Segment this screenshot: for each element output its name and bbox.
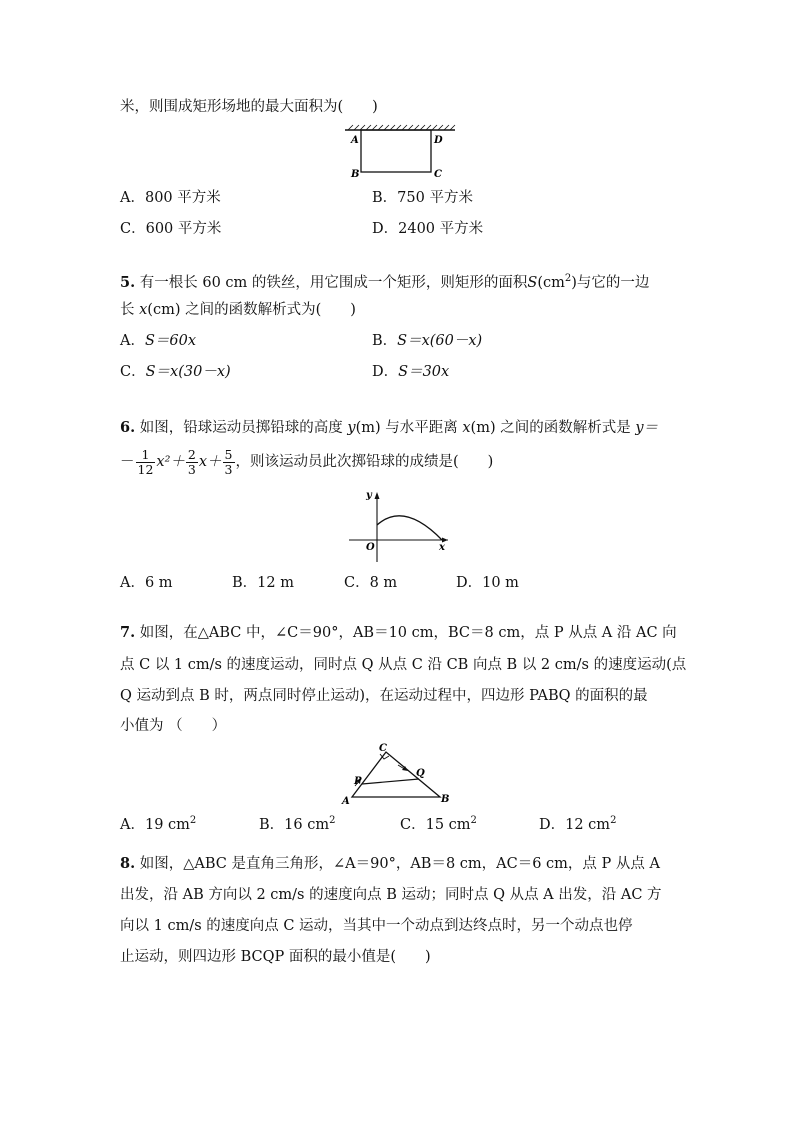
q7-option-c[interactable]: C．15 $cm^2$	[400, 815, 477, 833]
q7-option-b[interactable]: B．16 $cm^2$	[259, 815, 336, 833]
q4-stem-line: 米，则围成矩形场地的最大面积为( )	[120, 99, 378, 115]
q4-option-c[interactable]: C．600 平方米	[120, 221, 222, 237]
q6-option-c[interactable]: C．8 m	[344, 575, 398, 591]
label-D: D	[434, 135, 443, 146]
q8-stem-line-2: 出发，沿 AB 方向以 2 cm/s 的速度向点 B 运动；同时点 Q 从点 A 出发，沿 AC 方	[120, 887, 662, 903]
q5-option-a[interactable]: A．S＝60x	[120, 333, 197, 349]
q6-option-a[interactable]: A．6 m	[120, 575, 173, 591]
q5-stem-line-1: 5. 有一根长 60 cm 的铁丝，用它围成一个矩形，则矩形的面积$S(cm^2)$与它的一边	[120, 273, 650, 291]
fraction-5-3: $\frac{5}{3}$	[224, 446, 233, 477]
q6-formula-line: － $\frac{1}{12}$ x²＋ $\frac{2}{3}$ x＋ $\frac{5}{3}$ ，则该运动员此次掷铅球的成绩是( )	[120, 446, 494, 477]
q4-rectangle-figure	[340, 124, 460, 184]
q4-option-b[interactable]: B．750 平方米	[372, 190, 473, 206]
q7-stem-line-4: 小值为 （ ）	[120, 718, 227, 734]
axis-x-label: x	[439, 542, 445, 553]
q7-stem-line-2: 点 C 以 1 cm/s 的速度运动，同时点 Q 从点 C 沿 CB 向点 B 以 2 cm/s 的速度运动(点	[120, 657, 687, 673]
q6-parabola-figure	[344, 488, 454, 564]
q8-stem-line-4: 止运动，则四边形 BCQP 面积的最小值是( )	[120, 949, 431, 965]
q7-triangle-figure	[340, 740, 455, 808]
q6-stem-line-1: 6. 如图，铅球运动员掷铅球的高度 y(m) 与水平距离 x(m) 之间的函数解析式是 y＝	[120, 419, 659, 436]
label-Q: Q	[416, 768, 425, 779]
q5-option-d[interactable]: D．S＝30x	[372, 364, 450, 380]
label-C: C	[379, 743, 387, 754]
q7-stem-line-3: Q 运动到点 B 时，两点同时停止运动)，在运动过程中，四边形 PABQ 的面积的最	[120, 688, 648, 704]
q5-stem-line-2: 长 x(cm) 之间的函数解析式为( )	[120, 302, 356, 318]
q7-stem-line-1: 7. 如图，在△ABC 中，∠C＝90°，AB＝10 cm，BC＝8 cm，点 P 从点 A 沿 AC 向	[120, 624, 677, 641]
q7-option-d[interactable]: D．12 $cm^2$	[539, 815, 617, 833]
q6-option-b[interactable]: B．12 m	[232, 575, 294, 591]
label-B: B	[441, 794, 450, 805]
q5-option-c[interactable]: C．S＝x(30－x)	[120, 364, 231, 380]
label-A: A	[351, 135, 359, 146]
q8-stem-line-3: 向以 1 cm/s 的速度向点 C 运动，当其中一个动点到达终点时，另一个动点也停	[120, 918, 633, 934]
label-P: P	[354, 776, 362, 787]
q4-option-a[interactable]: A．800 平方米	[120, 190, 221, 206]
q7-option-a[interactable]: A．19 $cm^2$	[120, 815, 197, 833]
q6-option-d[interactable]: D．10 m	[456, 575, 519, 591]
q5-option-b[interactable]: B．S＝x(60－x)	[372, 333, 483, 349]
label-B: B	[351, 169, 360, 180]
label-A: A	[342, 796, 350, 807]
q4-option-d[interactable]: D．2400 平方米	[372, 221, 484, 237]
axis-y-label: y	[366, 490, 372, 501]
fraction-1-12: $\frac{1}{12}$	[137, 446, 154, 477]
q8-stem-line-1: 8. 如图，△ABC 是直角三角形，∠A＝90°，AB＝8 cm，AC＝6 cm，点 P 从点 A	[120, 855, 660, 872]
label-C: C	[434, 169, 442, 180]
origin-label: O	[366, 542, 375, 553]
fraction-2-3: $\frac{2}{3}$	[187, 446, 196, 477]
